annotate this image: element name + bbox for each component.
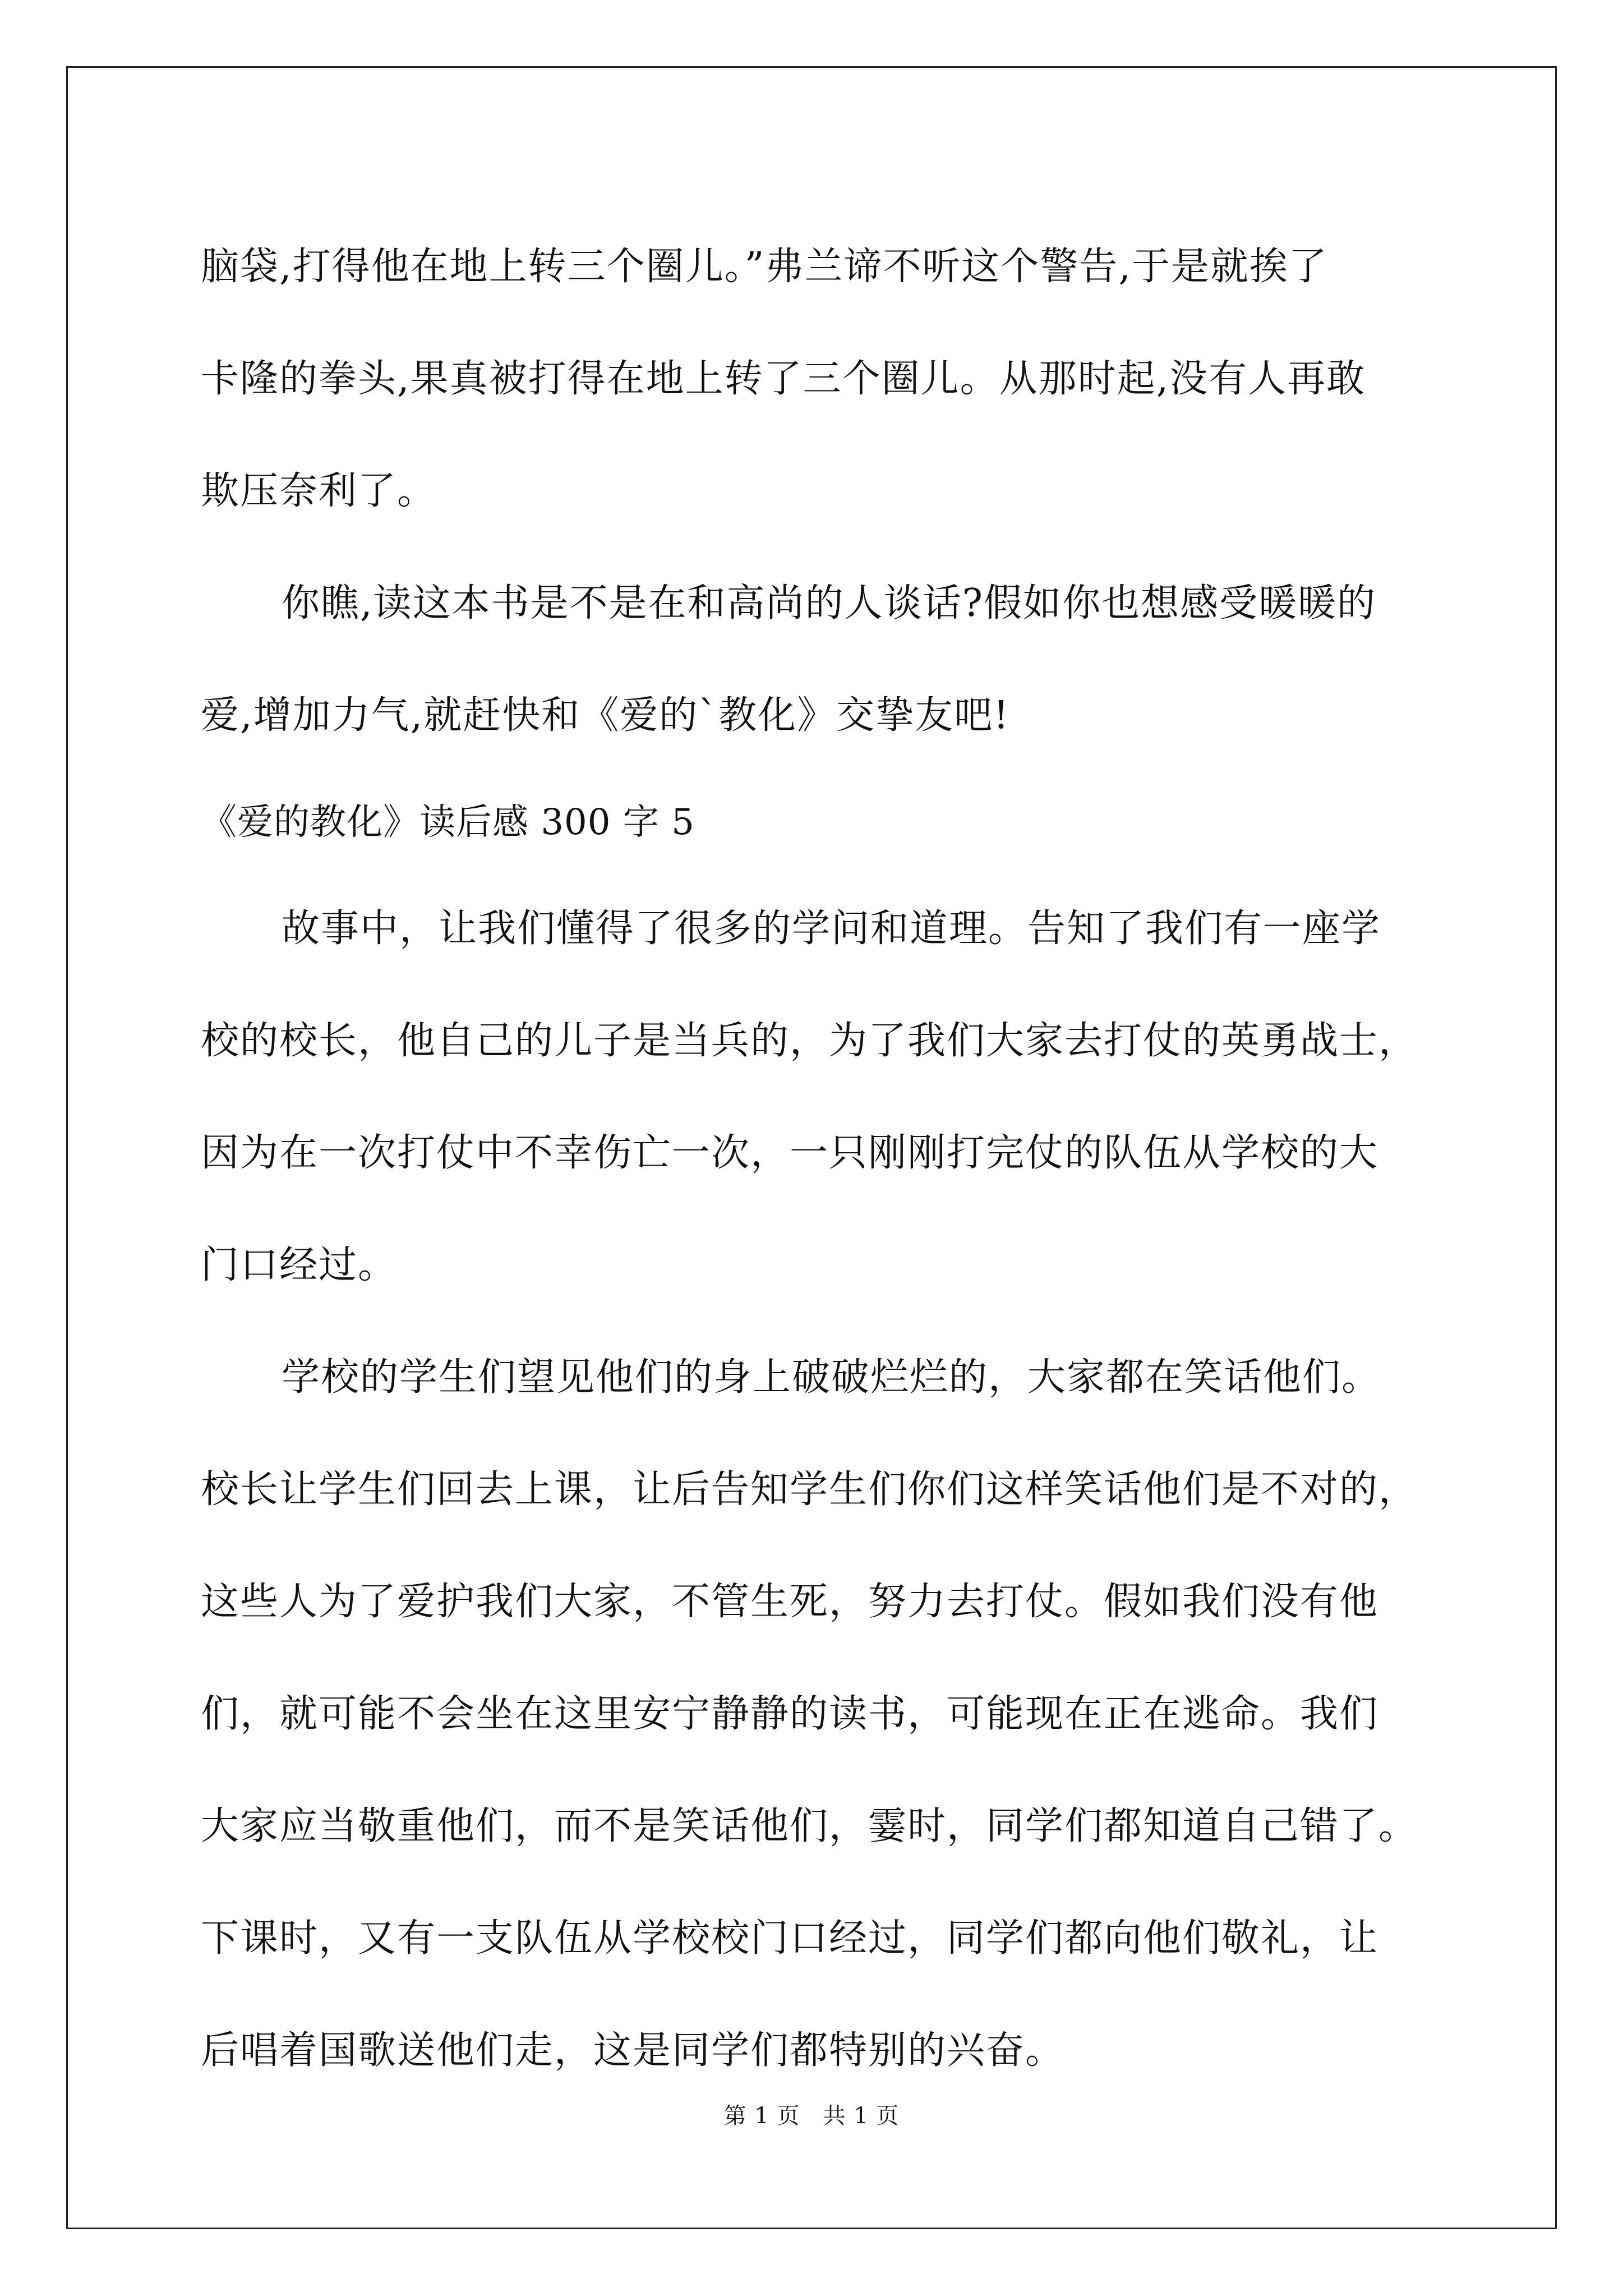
text-line: 们，就可能不会坐在这里安宁静静的读书，可能现在正在逃命。我们 bbox=[201, 1692, 1379, 1736]
text-line: 因为在一次打仗中不幸伤亡一次，一只刚刚打完仗的队伍从学校的大 bbox=[201, 1131, 1379, 1175]
text-line: 校长让学生们回去上课，让后告知学生们你们这样笑话他们是不对的， bbox=[201, 1467, 1418, 1512]
text-line: 校的校长，他自己的儿子是当兵的，为了我们大家去打仗的英勇战士， bbox=[201, 1019, 1418, 1063]
text-line: 这些人为了爱护我们大家，不管生死，努力去打仗。假如我们没有他 bbox=[201, 1580, 1379, 1624]
section-heading: 《爱的教化》读后感 300 字 5 bbox=[201, 802, 695, 843]
text-line: 门口经过。 bbox=[201, 1243, 398, 1287]
paragraph-first-line: 学校的学生们望见他们的身上破破烂烂的，大家都在笑话他们。 bbox=[282, 1355, 1381, 1400]
text-line: 脑袋,打得他在地上转三个圈儿。”弗兰谛不听这个警告,于是就挨了 bbox=[201, 245, 1328, 289]
text-line: 爱,增加力气,就赶快和《爱的`教化》交挚友吧! bbox=[201, 693, 1010, 738]
page-number-footer: 第 1 页 共 1 页 bbox=[723, 2103, 900, 2129]
text-line: 后唱着国歌送他们走，这是同学们都特别的兴奋。 bbox=[201, 2028, 1065, 2073]
document-body bbox=[201, 211, 1429, 2107]
text-line: 欺压奈利了。 bbox=[201, 469, 437, 513]
paragraph-first-line: 故事中，让我们懂得了很多的学问和道理。告知了我们有一座学 bbox=[282, 907, 1381, 951]
text-line: 大家应当敬重他们，而不是笑话他们，霎时，同学们都知道自己错了。 bbox=[201, 1804, 1418, 1848]
paragraph-first-line: 你瞧,读这本书是不是在和高尚的人谈话?假如你也想感受暖暖的 bbox=[282, 581, 1377, 625]
text-line: 下课时，又有一支队伍从学校校门口经过，同学们都向他们敬礼，让 bbox=[201, 1916, 1379, 1961]
text-line: 卡隆的拳头,果真被打得在地上转了三个圈儿。从那时起,没有人再敢 bbox=[201, 357, 1366, 401]
